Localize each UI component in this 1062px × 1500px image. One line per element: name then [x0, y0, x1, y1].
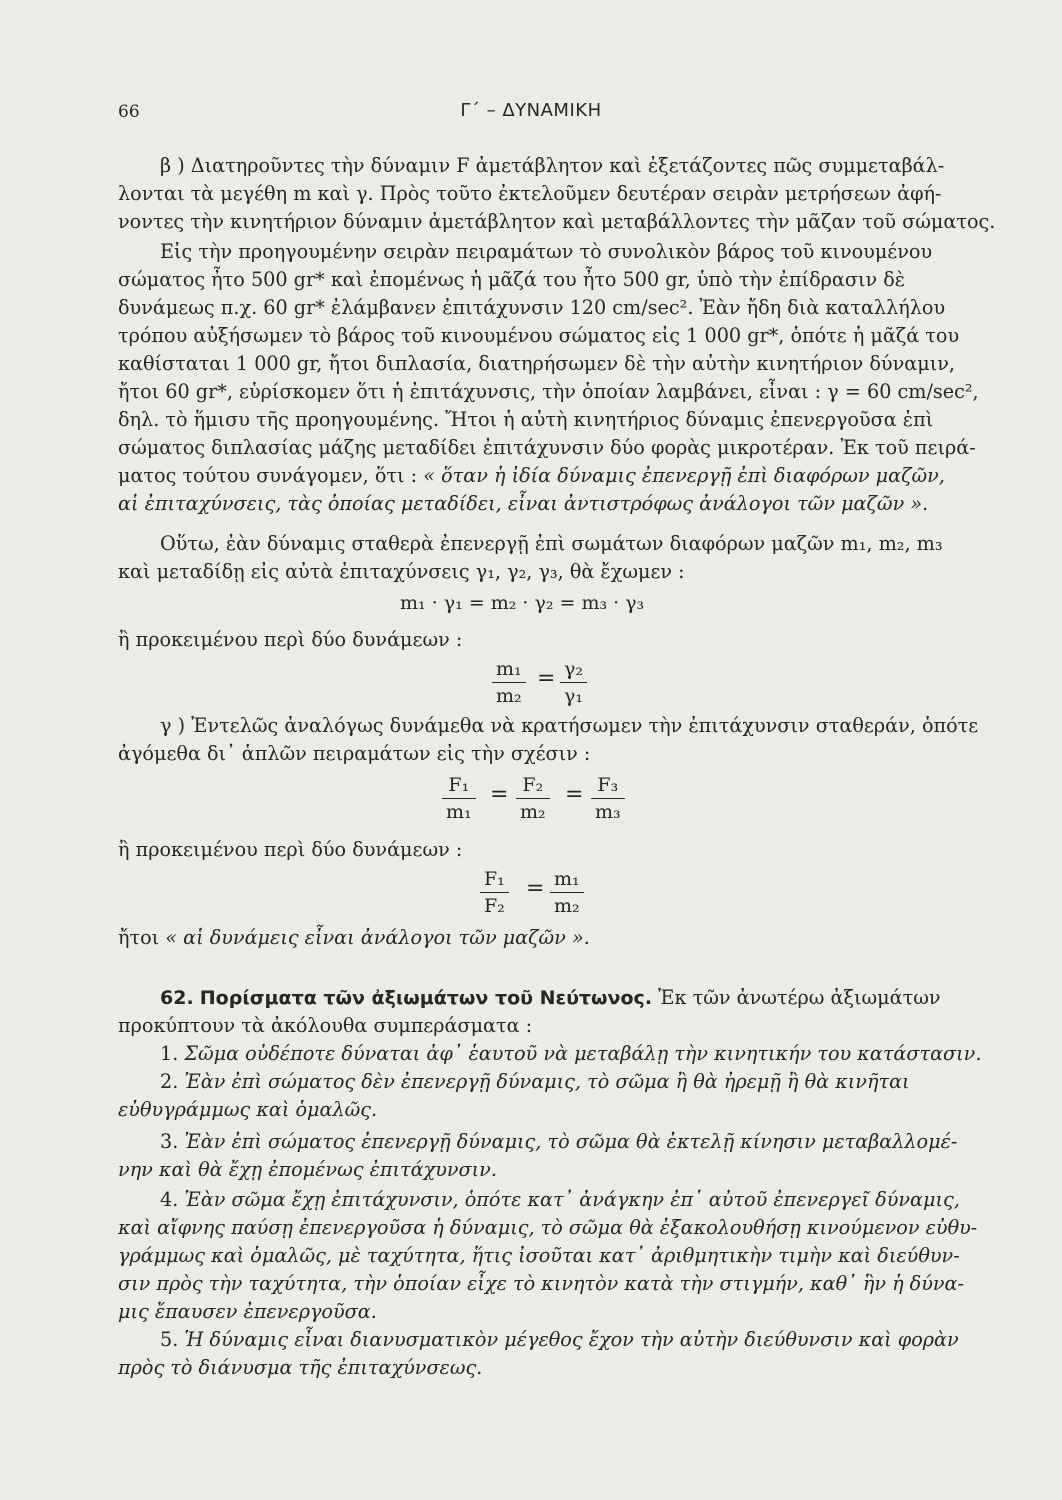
list-item [160, 1186, 960, 1214]
fraction-numerator: F₁ [442, 772, 476, 799]
equals-sign: = [537, 666, 556, 691]
list-item-number: 3. [160, 1130, 179, 1153]
body-line: νοντες τὴν κινητήριον δύναμιν ἀμετάβλητον καὶ μεταβάλλοντες τὴν μᾶζαν τοῦ σώματος. [118, 210, 996, 233]
body-line: β ) Διατηροῦντες τὴν δύναμιν F ἀμετάβλητον καὶ ἐξετάζοντες πῶς συμμεταβάλ- [160, 154, 945, 177]
fraction-denominator: F₂ [484, 895, 505, 917]
body-line: σώματος διπλασίας μάζης μεταδίδει ἐπιτάχυνσιν δύο φορὰς μικροτέραν. Ἐκ τοῦ πειρά- [118, 436, 976, 459]
body-line: δηλ. τὸ ἥμισυ τῆς προηγουμένης. Ἤτοι ἡ αὐτὴ κινητήριος δύναμις ἐπενεργοῦσα ἐπὶ [118, 408, 934, 431]
body-line: Εἰς τὴν προηγουμένην σειρὰν πειραμάτων τὸ συνολικὸν βάρος τοῦ κινουμένου [160, 240, 933, 263]
list-item-number: 1. [160, 1042, 179, 1065]
body-line: καθίσταται 1 000 gr, ἤτοι διπλασία, διατηρήσωμεν δὲ τὴν αὐτὴν κινητήριον δύναμιν, [118, 352, 955, 375]
fraction-numerator: m₁ [492, 656, 526, 683]
fraction-f1-m1 [442, 772, 476, 825]
body-line: δυνάμεως π.χ. 60 gr* ἐλάμβανεν ἐπιτάχυνσιν 120 cm/sec². Ἐὰν ἤδη διὰ καταλλήλου [118, 296, 946, 319]
section-number: 62. [160, 987, 194, 1009]
list-item-text: Ἐὰν ἐπὶ σώματος ἐπενεργῇ δύναμις, τὸ σῶμα θὰ ἐκτελῇ κίνησιν μεταβαλλομέ- [184, 1130, 958, 1153]
body-line: ἀγόμεθα δι᾽ ἁπλῶν πειραμάτων εἰς τὴν σχέσιν : [118, 742, 591, 765]
list-item-continuation: καὶ αἴφνης παύσῃ ἐπενεργοῦσα ἡ δύναμις, τὸ σῶμα θὰ ἐξακολουθήσῃ κινούμενον εὐθυ- [118, 1216, 978, 1239]
list-item-continuation: πρὸς τὸ διάνυσμα τῆς ἐπιταχύνσεως. [118, 1356, 483, 1379]
fraction-g2-g1 [560, 656, 587, 709]
fraction-denominator: γ₁ [564, 685, 583, 707]
fraction-m1-m2 [492, 656, 526, 709]
body-line: ἢ προκειμένου περὶ δύο δυνάμεων : [118, 838, 463, 861]
body-line: λονται τὰ μεγέθη m καὶ γ. Πρὸς τοῦτο ἐκτελοῦμεν δευτέραν σειρὰν μετρήσεων ἀφή- [118, 182, 942, 205]
section-title: Πορίσματα τῶν ἀξιωμάτων τοῦ Νεύτωνος. [199, 987, 653, 1009]
body-line: ἤτοι 60 gr*, εὑρίσκομεν ὅτι ἡ ἐπιτάχυνσις, τὴν ὁποίαν λαμβάνει, εἶναι : γ = 60 cm/sec², [118, 380, 979, 403]
list-item [160, 1326, 959, 1354]
body-line-text: ματος τούτου συνάγομεν, ὅτι : [118, 464, 418, 487]
fraction-m1-m2-b [550, 866, 584, 919]
body-line [118, 462, 945, 490]
fraction-denominator: m₂ [496, 685, 522, 707]
section-intro: Ἐκ τῶν ἀνωτέρω ἀξιωμάτων [658, 986, 941, 1009]
list-item-continuation: νην καὶ θὰ ἔχῃ ἐπομένως ἐπιτάχυνσιν. [118, 1158, 497, 1181]
list-item-continuation: σιν πρὸς τὴν ταχύτητα, τὴν ὁποίαν εἶχε τὸ κινητὸν κατὰ τὴν στιγμήν, καθ᾽ ἣν ἡ δύνα- [118, 1272, 965, 1295]
list-item-number: 2. [160, 1070, 179, 1093]
list-item-continuation: εὐθυγράμμως καὶ ὁμαλῶς. [118, 1098, 378, 1121]
fraction-numerator: m₁ [550, 866, 584, 893]
list-item-number: 5. [160, 1328, 179, 1351]
section-intro-line: προκύπτουν τὰ ἀκόλουθα συμπεράσματα : [118, 1014, 533, 1037]
fraction-numerator: F₃ [591, 772, 625, 799]
body-line: καὶ μεταδίδῃ εἰς αὐτὰ ἐπιταχύνσεις γ₁, γ₂, γ₃, θὰ ἔχωμεν : [118, 560, 685, 583]
list-item-text: Ἐὰν ἐπὶ σώματος δὲν ἐπενεργῇ δύναμις, τὸ σῶμα ἢ θὰ ἠρεμῇ ἢ θὰ κινῆται [184, 1070, 910, 1093]
fraction-f3-m3 [591, 772, 625, 825]
emphasis-quote: « αἱ δυνάμεις εἶναι ἀνάλογοι τῶν μαζῶν ». [165, 926, 590, 949]
page-number: 66 [118, 102, 140, 122]
body-line: τρόπου αὐξήσωμεν τὸ βάρος τοῦ κινουμένου σώματος εἰς 1 000 gr*, ὁπότε ἡ μᾶζά του [118, 324, 960, 347]
emphasis-quote-line: αἱ ἐπιταχύνσεις, τὰς ὁποίας μεταδίδει, εἶναι ἀντιστρόφως ἀνάλογοι τῶν μαζῶν ». [118, 492, 929, 515]
body-line: Οὕτω, ἐὰν δύναμις σταθερὰ ἐπενεργῇ ἐπὶ σωμάτων διαφόρων μαζῶν m₁, m₂, m₃ [160, 532, 943, 555]
body-line: ἢ προκειμένου περὶ δύο δυνάμεων : [118, 628, 463, 651]
equals-sign: = [490, 782, 509, 807]
list-item [160, 1040, 981, 1068]
body-line-text: ἤτοι [118, 926, 160, 949]
fraction-denominator: m₃ [595, 801, 621, 823]
equals-sign: = [526, 876, 545, 901]
fraction-f1-f2 [480, 866, 509, 919]
fraction-denominator: m₂ [554, 895, 580, 917]
fraction-numerator: F₁ [480, 866, 509, 893]
list-item-text: Σῶμα οὐδέποτε δύναται ἀφ᾽ ἑαυτοῦ νὰ μεταβάλῃ τὴν κινητικήν του κατάστασιν. [184, 1042, 982, 1065]
fraction-denominator: m₂ [520, 801, 546, 823]
list-item [160, 1068, 910, 1096]
list-item-continuation: μις ἔπαυσεν ἐπενεργοῦσα. [118, 1300, 377, 1323]
list-item-text: Ἐὰν σῶμα ἔχῃ ἐπιτάχυνσιν, ὁπότε κατ᾽ ἀνάγκην ἐπ᾽ αὐτοῦ ἐπενεργεῖ δύναμις, [184, 1188, 960, 1211]
fraction-denominator: m₁ [446, 801, 472, 823]
equals-sign: = [565, 782, 584, 807]
body-line [118, 924, 590, 952]
running-title: Γ΄ – ΔΥΝΑΜΙΚΗ [460, 100, 602, 121]
emphasis-quote: « ὅταν ἡ ἰδία δύναμις ἐπενεργῇ ἐπὶ διαφόρων μαζῶν, [423, 464, 945, 487]
fraction-f2-m2 [516, 772, 550, 825]
body-line: σώματος ἦτο 500 gr* καὶ ἐπομένως ἡ μᾶζά του ἦτο 500 gr, ὑπὸ τὴν ἐπίδρασιν δὲ [118, 268, 906, 291]
equation-mass-acceleration: m₁ · γ₁ = m₂ · γ₂ = m₃ · γ₃ [400, 592, 645, 614]
list-item [160, 1128, 957, 1156]
list-item-continuation: γράμμως καὶ ὁμαλῶς, μὲ ταχύτητα, ἥτις ἰσοῦται κατ᾽ ἀριθμητικὴν τιμὴν καὶ διεύθυν- [118, 1244, 960, 1267]
list-item-number: 4. [160, 1188, 179, 1211]
section-heading [160, 984, 941, 1012]
fraction-numerator: F₂ [516, 772, 550, 799]
list-item-text: Ἡ δύναμις εἶναι διανυσματικὸν μέγεθος ἔχον τὴν αὐτὴν διεύθυνσιν καὶ φορὰν [184, 1328, 959, 1351]
fraction-numerator: γ₂ [560, 656, 587, 683]
body-line: γ ) Ἐντελῶς ἀναλόγως δυνάμεθα νὰ κρατήσωμεν τὴν ἐπιτάχυνσιν σταθεράν, ὁπότε [160, 714, 979, 737]
